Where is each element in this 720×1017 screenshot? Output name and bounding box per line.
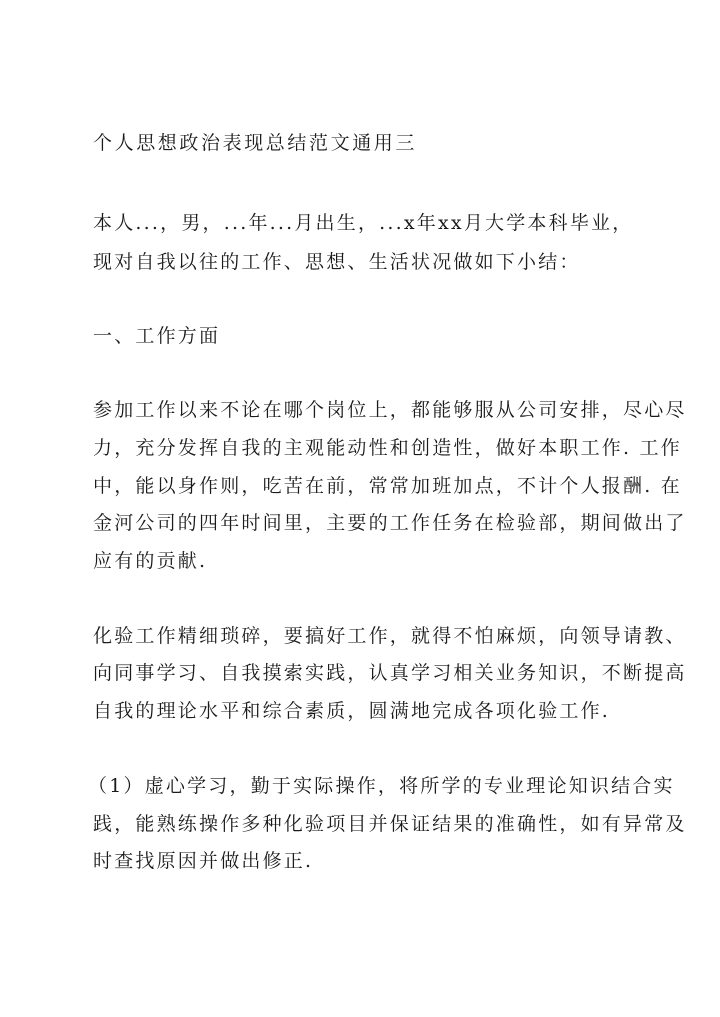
section-heading: 一、工作方面 [93,325,221,347]
paragraph-1-line-5: 应有的贡献. [93,550,208,572]
paragraph-2-line-2: 向同事学习、自我摸索实践，认真学习相关业务知识，不断提高 [93,662,687,684]
paragraph-1-line-3: 中，能以身作则，吃苦在前，常常加班加点，不计个人报酬. 在 [93,475,682,497]
paragraph-1-line-2: 力，充分发挥自我的主观能动性和创造性，做好本职工作. 工作 [93,437,682,459]
document-title: 个人思想政治表现总结范文通用三 [93,132,418,154]
paragraph-1-line-1: 参加工作以来不论在哪个岗位上，都能够服从公司安排，尽心尽 [93,399,687,421]
paragraph-2-line-1: 化验工作精细琐碎，要搞好工作，就得不怕麻烦，向领导请教、 [93,625,687,647]
paragraph-2-line-3: 自我的理论水平和综合素质，圆满地完成各项化验工作. [93,700,611,722]
intro-line-2: 现对自我以往的工作、思想、生活状况做如下小结： [93,251,581,273]
paragraph-1-line-4: 金河公司的四年时间里，主要的工作任务在检验部，期间做出了 [93,512,687,534]
paragraph-3-line-3: 时查找原因并做出修正. [93,850,314,872]
intro-line-1: 本人...，男，...年...月出生，...x年xx月大学本科毕业， [93,212,634,234]
paragraph-3-line-2: 践，能熟练操作多种化验项目并保证结果的准确性，如有异常及 [93,813,687,835]
paragraph-3-line-1: （1）虚心学习，勤于实际操作，将所学的专业理论知识结合实 [88,775,675,797]
